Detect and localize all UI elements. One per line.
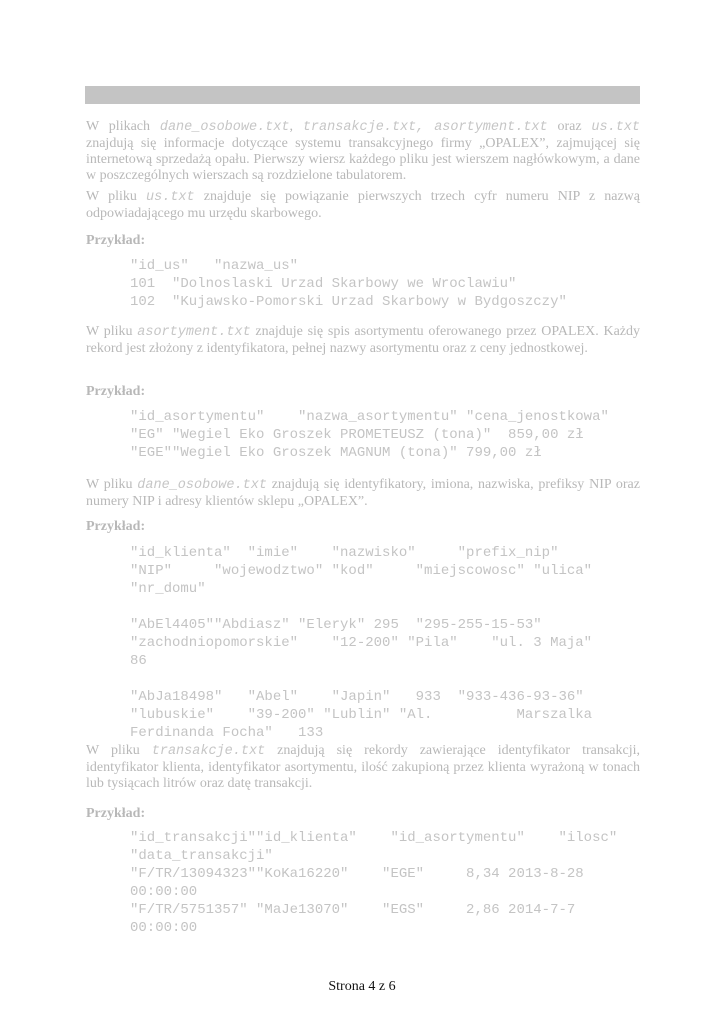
page-number: Strona 4 z 6 (328, 979, 396, 994)
filename-asortyment: asortyment.txt (137, 325, 251, 340)
filename-transakcje: transakcje.txt, (302, 120, 425, 135)
example-asortyment: "id_asortymentu" "nazwa_asortymentu" "cena_jenostkowa" "EG" "Wegiel Eko Groszek PROMETEUSZ (tona)" 859,00 zł "EGE""Wegiel Eko Groszek MAGNUM (tona)" 799,00 zł (130, 409, 609, 461)
example-heading: Przykład: (86, 384, 146, 399)
paragraph-transakcje: W pliku transakcje.txt znajdują się rekordy zawierające identyfikator transakcji, identyfikator klienta, identyfikator asortymentu, ilość zakupioną przez klienta wyrażoną w tonach lub tysiącach litrów oraz datę transakcji. (86, 743, 640, 791)
filename-transakcje: transakcje.txt (151, 744, 266, 759)
example-transakcje: "id_transakcji""id_klienta" "id_asortymentu" "ilosc" "data_transakcji" "F/TR/13094323""KoKa16220" "EGE" 8,34 2013-8-28 00:00:00 "F/TR/5751357" "MaJe13070" "EGS" 2,86 2014-7-7 00:00:00 (130, 830, 618, 936)
example-dane-osobowe: "id_klienta" "imie" "nazwisko" "prefix_nip" "NIP" "wojewodztwo" "kod" "miejscowosc" "ulica" "nr_domu" "AbEl4405""Abdiasz" "Eleryk" 295 "295-255-15-53" "zachodniopomorskie" "12-200" "Pila" "ul. 3 Maja" 86 "AbJa18498" "Abel" "Japin" 933 "933-436-93-36" "lubuskie" "39-200" "Lublin" "Al. Marszalka Ferdinanda Focha" 133 (130, 545, 593, 741)
filename-us: us.txt (591, 120, 641, 135)
example-heading: Przykład: (86, 519, 146, 534)
example-heading: Przykład: (86, 806, 146, 821)
example-us: "id_us" "nazwa_us" 101 "Dolnoslaski Urzad Skarbowy we Wroclawiu" 102 "Kujawsko-Pomorski Urzad Skarbowy w Bydgoszczy" (130, 258, 567, 310)
paragraph-intro: W plikach dane_osobowe.txt, transakcje.txt, asortyment.txt oraz us.txt znajdują się informacje dotyczące systemu transakcyjnego firmy „OPALEX”, zajmującej się internetową sprzedażą opału. Pierwszy wiersz każdego pliku jest wierszem nagłówkowym, a dane w poszczególnych wierszach są rozdzielone tabulatorem. (86, 119, 641, 183)
paragraph-asortyment: W pliku asortyment.txt znajduje się spis asortymentu oferowanego przez OPALEX. Każdy rekord jest złożony z identyfikatora, pełnej nazwy asortymentu oraz z ceny jednostkowej. (86, 324, 640, 356)
filename-dane-osobowe: dane_osobowe.txt (159, 120, 290, 135)
paragraph-dane-osobowe: W pliku dane_osobowe.txt znajdują się identyfikatory, imiona, nazwiska, prefiksy NIP oraz numery NIP i adresy klientów sklepu „OPALEX”. (86, 477, 640, 509)
paragraph-us: W pliku us.txt znajduje się powiązanie pierwszych trzech cyfr numeru NIP z nazwą odpowiadającego mu urzędu skarbowego. (86, 189, 640, 221)
header-bar (85, 86, 640, 104)
filename-asortyment: asortyment.txt (434, 120, 548, 135)
example-heading: Przykład: (86, 233, 146, 248)
filename-dane-osobowe: dane_osobowe.txt (137, 478, 267, 493)
filename-us: us.txt (146, 190, 195, 205)
